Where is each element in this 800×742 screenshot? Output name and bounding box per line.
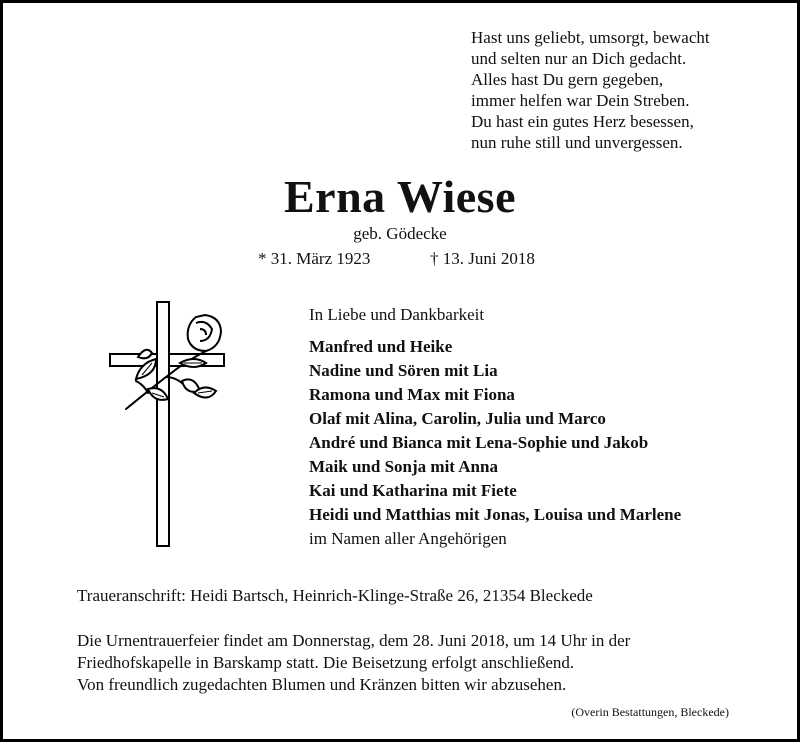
ceremony-line: Friedhofskapelle in Barskamp statt. Die Beisetzung erfolgt anschließend. [77, 653, 575, 672]
maiden-name: geb. Gödecke [353, 224, 447, 243]
ceremony-info [77, 630, 757, 696]
deceased-name: Erna Wiese [283, 171, 517, 222]
mourner-family: Kai und Katharina mit Fiete [309, 481, 517, 500]
poem-line: Alles hast Du gern gegeben, [471, 70, 664, 89]
poem-line: immer helfen war Dein Streben. [471, 91, 690, 110]
poem-line: Hast uns geliebt, umsorgt, bewacht [471, 28, 710, 47]
mourners-closing: im Namen aller Angehörigen [309, 529, 507, 548]
mourning-address: Traueranschrift: Heidi Bartsch, Heinrich-Klinge-Straße 26, 21354 Bleckede [77, 586, 593, 605]
mourners [309, 303, 681, 551]
mourner-family: Ramona und Max mit Fiona [309, 385, 515, 404]
poem-line: und selten nur an Dich gedacht. [471, 49, 687, 68]
poem-line: Du hast ein gutes Herz besessen, [471, 112, 694, 131]
mourner-family: André und Bianca mit Lena-Sophie und Jakob [309, 433, 649, 452]
ceremony-line: Die Urnentrauerfeier findet am Donnerstag, dem 28. Juni 2018, um 14 Uhr in der [77, 631, 631, 650]
mourner-family: Manfred und Heike [309, 337, 453, 356]
mourners-intro: In Liebe und Dankbarkeit [309, 305, 485, 324]
mourner-family: Olaf mit Alina, Carolin, Julia und Marco [309, 409, 606, 428]
cross-with-rose-icon [108, 299, 233, 549]
mourner-family: Maik und Sonja mit Anna [309, 457, 498, 476]
poem-line: nun ruhe still und unvergessen. [471, 133, 683, 152]
undertaker-credit: (Overin Bestattungen, Bleckede) [571, 705, 729, 719]
mourner-family: Heidi und Matthias mit Jonas, Louisa und Marlene [309, 505, 682, 524]
mourner-family: Nadine und Sören mit Lia [309, 361, 498, 380]
death-date: † 13. Juni 2018 [430, 249, 535, 268]
birth-date: * 31. März 1923 [258, 249, 371, 268]
ceremony-line: Von freundlich zugedachten Blumen und Kränzen bitten wir abzusehen. [77, 675, 567, 694]
poem [471, 27, 710, 153]
